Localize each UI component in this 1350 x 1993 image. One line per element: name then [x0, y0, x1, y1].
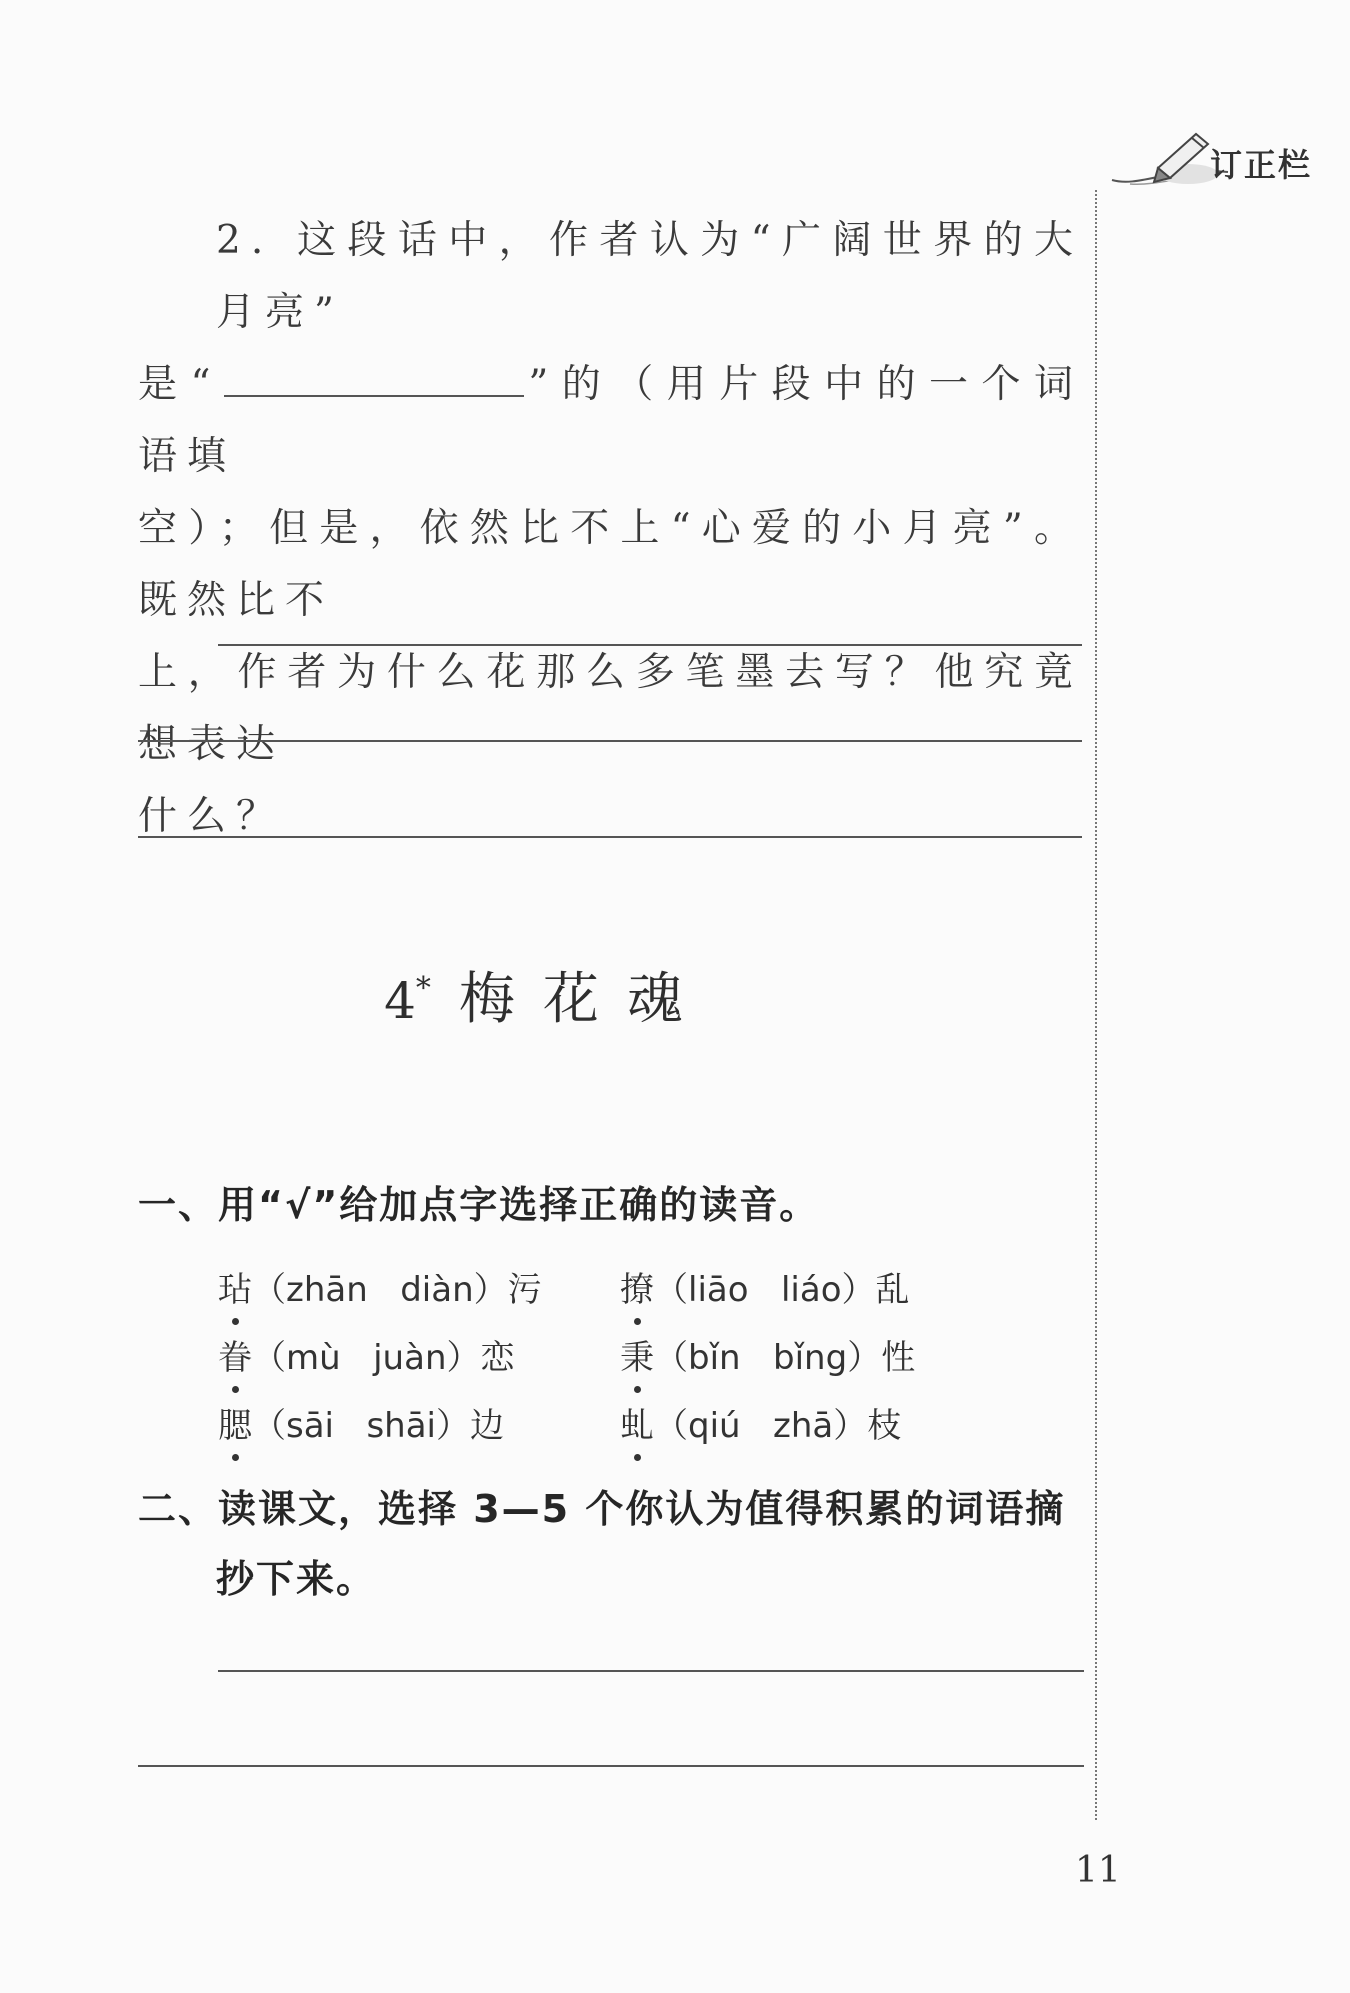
pinyin-option-item: 撩（liāo liáo）乱: [620, 1262, 910, 1311]
section-2-heading: [138, 1474, 1098, 1614]
dotted-character: 虬: [620, 1398, 654, 1447]
question-2-line-1: 2. 这段话中，作者认为“广阔世界的大月亮”: [216, 218, 1083, 335]
lesson-title: [0, 955, 1095, 1035]
pinyin-option-a[interactable]: sāi: [286, 1406, 334, 1446]
pinyin-option-b[interactable]: shāi: [366, 1406, 436, 1446]
answer-line[interactable]: [138, 1765, 1084, 1767]
correction-column-header: [1110, 128, 1330, 198]
pinyin-option-b[interactable]: diàn: [400, 1270, 474, 1310]
pinyin-option-b[interactable]: zhā: [773, 1406, 834, 1446]
pinyin-option-a[interactable]: liāo: [688, 1270, 749, 1310]
word-remainder: 性: [881, 1338, 916, 1378]
lesson-name: 梅花魂: [458, 967, 711, 1032]
lesson-number: 4: [384, 972, 416, 1030]
question-2-line-2-pre: 是“: [138, 362, 221, 407]
question-2-line-2-post: ”的（用片段中的一个词语填: [138, 362, 1083, 479]
lesson-star: *: [415, 971, 431, 1007]
section-2-heading-line-1: 二、读课文，选择 3—5 个你认为值得积累的词语摘: [138, 1487, 1066, 1531]
pinyin-option-a[interactable]: mù: [286, 1338, 341, 1378]
word-remainder: 恋: [480, 1338, 515, 1378]
dotted-character: 撩: [620, 1262, 654, 1311]
section-1-heading: 一、用“√”给加点字选择正确的读音。: [138, 1183, 820, 1227]
pinyin-option-a[interactable]: zhān: [286, 1270, 368, 1310]
answer-line[interactable]: [218, 1670, 1084, 1672]
pinyin-option-item: 眷（mù juàn）恋: [218, 1330, 515, 1379]
section-2-heading-line-2: 抄下来。: [216, 1557, 377, 1601]
dotted-character: 秉: [620, 1330, 654, 1379]
pinyin-option-b[interactable]: juàn: [373, 1338, 447, 1378]
pinyin-option-item: 玷（zhān diàn）污: [218, 1262, 542, 1311]
dotted-character: 腮: [218, 1398, 252, 1447]
question-2-line-5: 什么？: [138, 794, 286, 839]
answer-line[interactable]: [138, 836, 1082, 838]
word-remainder: 污: [507, 1270, 542, 1310]
page-number: 11: [1075, 1850, 1121, 1891]
word-remainder: 边: [469, 1406, 504, 1446]
question-2-line-2: [138, 349, 1083, 493]
pinyin-option-item: 秉（bǐn bǐng）性: [620, 1330, 915, 1379]
answer-line[interactable]: [218, 644, 1082, 646]
word-remainder: 枝: [867, 1406, 902, 1446]
word-remainder: 乱: [875, 1270, 910, 1310]
pencil-icon: [1148, 128, 1218, 188]
pinyin-option-a[interactable]: qiú: [688, 1406, 741, 1446]
fill-in-blank[interactable]: [224, 355, 524, 397]
question-2: [138, 205, 1083, 853]
pinyin-option-item: 虬（qiú zhā）枝: [620, 1398, 901, 1447]
dotted-character: 玷: [218, 1262, 252, 1311]
pinyin-option-item: 腮（sāi shāi）边: [218, 1398, 504, 1447]
answer-line[interactable]: [138, 740, 1082, 742]
pinyin-option-b[interactable]: liáo: [780, 1270, 842, 1310]
question-2-line-4: 上，作者为什么花那么多笔墨去写？他究竟想表达: [138, 650, 1083, 767]
question-2-line-3: 空）；但是，依然比不上“心爱的小月亮”。既然比不: [138, 506, 1083, 623]
dotted-character: 眷: [218, 1330, 252, 1379]
correction-label: 订正栏: [1210, 146, 1313, 184]
pinyin-option-b[interactable]: bǐng: [773, 1338, 848, 1378]
pinyin-option-a[interactable]: bǐn: [688, 1338, 741, 1378]
